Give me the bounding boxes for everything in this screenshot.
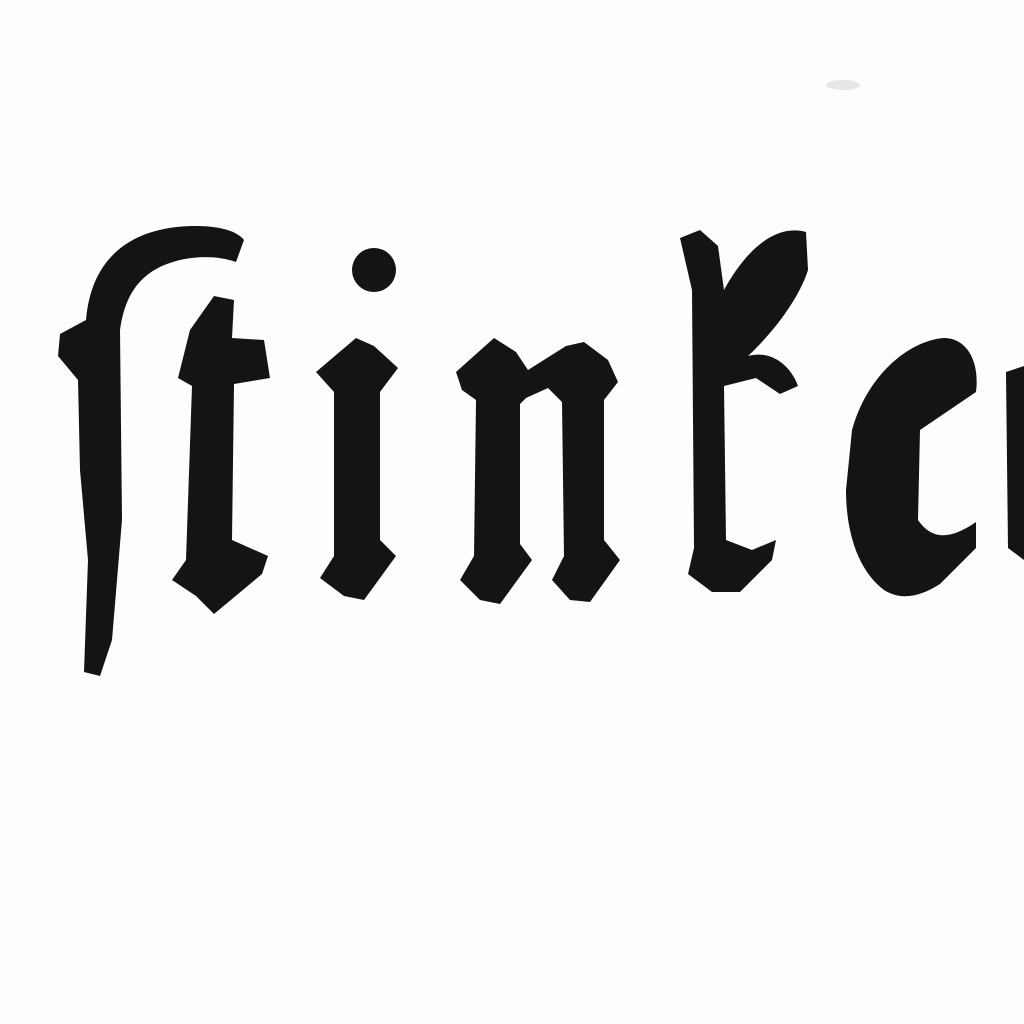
glyph-n: [456, 338, 620, 604]
glyph-k: [680, 230, 808, 592]
glyph-i: [316, 248, 398, 600]
word-text: [0, 0, 1, 1]
glyph-e: [846, 338, 1024, 596]
glyph-t: [172, 296, 270, 614]
